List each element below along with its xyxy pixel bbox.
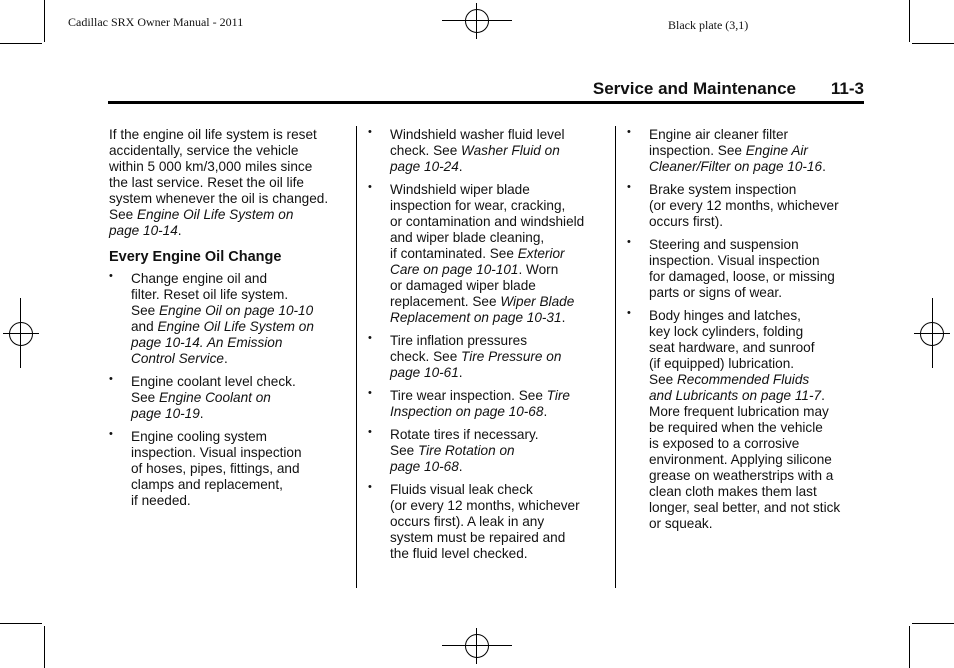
section-heading: Every Engine Oil Change: [109, 249, 282, 265]
page-number: 11-3: [830, 79, 864, 98]
bullet-icon: •: [627, 307, 631, 319]
bullet-icon: •: [109, 270, 113, 282]
bullet-icon: •: [368, 426, 372, 438]
column-3: [627, 127, 867, 539]
maintenance-list: [109, 271, 349, 509]
bullet-icon: •: [368, 332, 372, 344]
page-header: [108, 79, 864, 103]
crop-mark: [912, 43, 954, 44]
list-item: • Body hinges and latches, key lock cylinders, folding seat hardware, and sunroof (if equipped) lubrication. See Recommended Fluids and Lubricants on page 11-7. More frequent lubrication may be required when the vehicle is exposed to a corrosive environment. Applying silicone grease on weatherstrips with a clean cloth makes them last longer, seal better, and not stick or squeak.: [627, 307, 841, 531]
column-2: [368, 127, 608, 569]
list-item: • Engine air cleaner filter inspection. See Engine Air Cleaner/Filter on page 10-16.: [627, 126, 826, 174]
cross-reference[interactable]: Tire Rotation on: [417, 443, 515, 458]
list-item: • Brake system inspection (or every 12 months, whichever occurs first).: [627, 181, 839, 229]
crop-mark: [912, 623, 954, 624]
list-item: • Engine cooling system inspection. Visual inspection of hoses, pipes, fittings, and clamps and replacement, if needed.: [109, 428, 302, 508]
cross-reference[interactable]: page 10-24: [390, 159, 459, 174]
crop-mark: [909, 0, 910, 42]
cross-reference[interactable]: Engine Oil Life System on: [157, 319, 314, 334]
section-title: Service and Maintenance: [592, 79, 796, 98]
bullet-icon: •: [368, 126, 372, 138]
cross-reference[interactable]: Exterior: [517, 246, 565, 261]
header-rule: [108, 101, 864, 104]
cross-reference[interactable]: Engine Oil on page 10-10: [158, 303, 314, 318]
cross-reference[interactable]: Cleaner/Filter on page 10-16: [649, 159, 823, 174]
crop-mark: [44, 0, 45, 42]
crop-mark: [0, 623, 42, 624]
cross-reference[interactable]: and Lubricants on page 11-7: [649, 388, 822, 403]
column-divider: [615, 126, 616, 588]
bullet-icon: •: [109, 373, 113, 385]
cross-reference[interactable]: Tire Pressure on: [461, 349, 562, 364]
list-item: • Windshield washer fluid level check. See Washer Fluid on page 10-24.: [368, 126, 565, 174]
print-header-left: Cadillac SRX Owner Manual - 2011: [68, 15, 244, 29]
crop-mark: [909, 626, 910, 668]
column-divider: [356, 126, 357, 588]
bullet-icon: •: [368, 387, 372, 399]
list-item: • Engine coolant level check. See Engine Coolant on page 10-19.: [109, 373, 296, 421]
cross-reference[interactable]: page 10-14: [131, 335, 200, 350]
cross-reference[interactable]: page 10-14: [109, 223, 178, 238]
bullet-icon: •: [109, 428, 113, 440]
list-item: • Rotate tires if necessary. See Tire Rotation on page 10-68.: [368, 426, 539, 474]
cross-reference[interactable]: page 10-68: [390, 459, 459, 474]
cross-reference[interactable]: Inspection on page 10-68: [390, 404, 544, 419]
list-item: • Tire wear inspection. See Tire Inspection on page 10-68.: [368, 387, 570, 419]
cross-reference[interactable]: page 10-19: [131, 406, 200, 421]
list-item: • Fluids visual leak check (or every 12 months, whichever occurs first). A leak in any system must be repaired and the fluid level checked.: [368, 481, 580, 561]
list-item: • Windshield wiper blade inspection for wear, cracking, or contamination and windshield and wiper blade cleaning, if contaminated. See Exterior Care on page 10-101. Worn or damaged wiper blade replacement. See Wiper Blade Replacement on page 10-31.: [368, 181, 585, 325]
cross-reference[interactable]: page 10-61: [390, 365, 459, 380]
list-item: • Change engine oil and filter. Reset oil life system. See Engine Oil on page 10-10 and Engine Oil Life System on page 10-14. An Emission Control Service.: [109, 270, 314, 366]
cross-reference[interactable]: Replacement on page 10-31: [390, 310, 562, 325]
cross-reference[interactable]: Wiper Blade: [500, 294, 575, 309]
print-header-right: Black plate (3,1): [668, 18, 749, 32]
maintenance-list: [368, 127, 608, 562]
cross-reference[interactable]: Washer Fluid on: [461, 143, 560, 158]
crop-mark: [44, 626, 45, 668]
bullet-icon: •: [627, 126, 631, 138]
cross-reference[interactable]: Engine Coolant on: [158, 390, 271, 405]
list-item: • Tire inflation pressures check. See Tire Pressure on page 10-61.: [368, 332, 562, 380]
list-item: • Steering and suspension inspection. Visual inspection for damaged, loose, or missing parts or signs of wear.: [627, 236, 835, 300]
intro-paragraph: If the engine oil life system is reset accidentally, service the vehicle within 5 000 km/3,000 miles since the last service. Reset the oil life system whenever the oil is changed. See Engine Oil Life System on page 10-14.: [109, 127, 329, 238]
cross-reference[interactable]: Care on page 10-101: [390, 262, 519, 277]
bullet-icon: •: [368, 481, 372, 493]
cross-reference[interactable]: Engine Oil Life System on: [136, 207, 294, 222]
crop-mark: [0, 43, 42, 44]
cross-reference[interactable]: Recommended Fluids: [676, 372, 810, 387]
bullet-icon: •: [627, 236, 631, 248]
bullet-icon: •: [627, 181, 631, 193]
column-1: [109, 127, 349, 516]
cross-reference[interactable]: Engine Air: [745, 143, 808, 158]
cross-reference[interactable]: Tire: [546, 388, 570, 403]
bullet-icon: •: [368, 181, 372, 193]
maintenance-list: [627, 127, 867, 532]
